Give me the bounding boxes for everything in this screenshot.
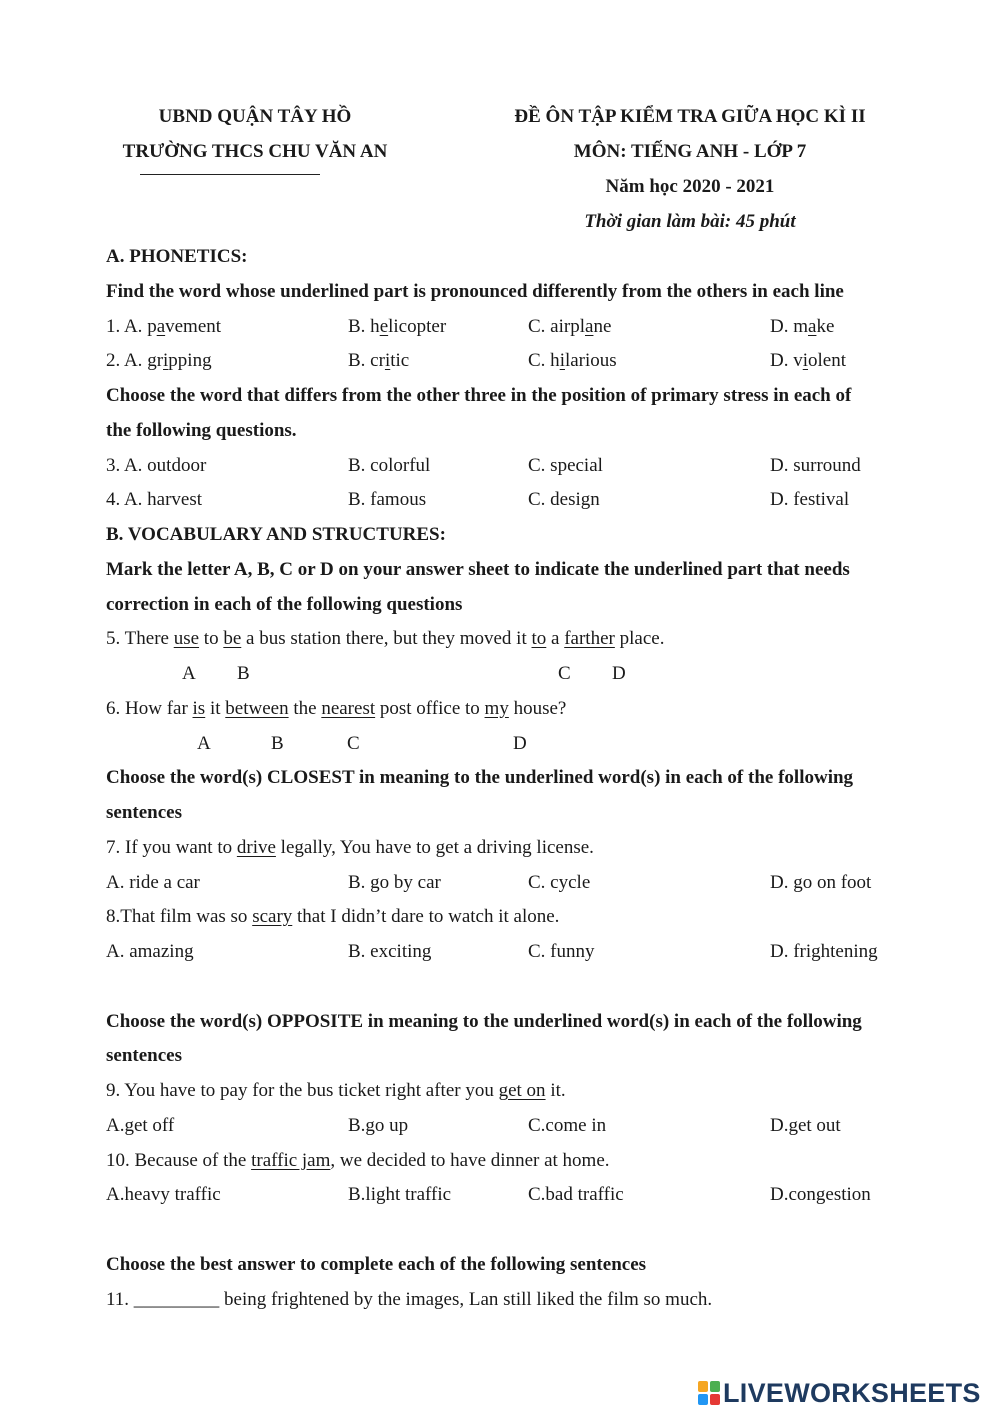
question-8: 8.That film was so scary that I didn’t dare to watch it alone. — [106, 906, 560, 928]
q3-option-d[interactable]: D. surround — [770, 454, 861, 476]
question-1 — [106, 314, 916, 349]
q1-option-c[interactable]: C. airplane — [528, 315, 612, 337]
section-b-instruction-2b: sentences — [106, 802, 182, 823]
section-a-instruction-2b: the following questions. — [106, 419, 297, 441]
q5-part-b[interactable]: be — [223, 628, 242, 650]
q10-option-d[interactable]: D.congestion — [770, 1184, 871, 1206]
q7-underlined: drive — [236, 836, 276, 858]
spacer — [106, 974, 916, 1009]
q3-option-c[interactable]: C. special — [528, 454, 603, 476]
q6-part-a[interactable]: is — [192, 697, 206, 719]
q4-option-b[interactable]: B. famous — [348, 489, 427, 511]
logo-square — [710, 1381, 720, 1392]
question-7: 7. If you want to drive legally, You have to get a driving license. — [106, 836, 594, 858]
q6-part-c[interactable]: nearest — [321, 697, 376, 719]
q2-option-a[interactable]: 2. A. gripping — [106, 350, 212, 372]
q3-option-b[interactable]: B. colorful — [348, 454, 431, 476]
question-5: 5. There use to be a bus station there, but they moved it to a farther place. — [106, 628, 665, 650]
question-6: 6. How far is it between the nearest post office to my house? — [106, 697, 567, 719]
q8-option-d[interactable]: D. frightening — [770, 941, 878, 962]
q6-label-a: A — [197, 732, 211, 754]
q9-option-c[interactable]: C.come in — [528, 1114, 607, 1136]
question-5-labels — [106, 661, 916, 696]
q5-label-a: A — [182, 663, 196, 684]
q8-underlined: scary — [252, 906, 293, 928]
school-header — [100, 104, 410, 174]
q5-label-c: C — [558, 663, 571, 684]
q9-underlined: get on — [498, 1080, 546, 1101]
district-name: UBND QUẬN TÂY HỒ — [158, 106, 352, 127]
q9-option-d[interactable]: D.get out — [770, 1114, 841, 1136]
logo-text: LIVEWORKSHEETS — [723, 1377, 981, 1408]
time-allowed: Thời gian làm bài: 45 phút — [584, 211, 796, 232]
q2-option-d[interactable]: D. violent — [770, 350, 847, 372]
section-b-instruction-3b: sentences — [106, 1045, 182, 1067]
q5-part-d[interactable]: farther — [564, 628, 615, 650]
section-a-title: A. PHONETICS: — [106, 246, 248, 267]
question-9: 9. You have to pay for the bus ticket right after you get on it. — [106, 1080, 566, 1101]
q1-option-a[interactable]: 1. A. pavement — [106, 315, 222, 337]
logo-square — [698, 1394, 708, 1405]
question-7-options — [106, 870, 916, 905]
q10-option-b[interactable]: B.light traffic — [348, 1184, 452, 1206]
q10-underlined: traffic jam — [251, 1149, 331, 1171]
q7-option-a[interactable]: A. ride a car — [106, 871, 200, 893]
q8-option-c[interactable]: C. funny — [528, 941, 595, 962]
question-8-options — [106, 939, 916, 974]
header-divider — [140, 174, 320, 175]
question-10-options — [106, 1182, 916, 1217]
logo-square — [698, 1381, 708, 1392]
q7-option-d[interactable]: D. go on foot — [770, 871, 872, 893]
subject-line: MÔN: TIẾNG ANH - LỚP 7 — [573, 141, 807, 162]
exam-header — [480, 104, 900, 244]
section-a-instruction-2a: Choose the word that differs from the other three in the position of primary stress in each of — [106, 385, 852, 406]
q2-option-b[interactable]: B. critic — [348, 350, 410, 372]
q6-label-d: D — [513, 732, 527, 754]
question-6-labels — [106, 731, 916, 766]
q10-option-a[interactable]: A.heavy traffic — [106, 1184, 221, 1206]
liveworksheets-logo[interactable] — [698, 1378, 981, 1408]
exam-title: ĐỀ ÔN TẬP KIỂM TRA GIỮA HỌC KÌ II — [514, 106, 866, 127]
question-3 — [106, 453, 916, 488]
q1-option-d[interactable]: D. make — [770, 315, 835, 337]
q5-part-c[interactable]: to — [531, 628, 547, 650]
section-b-instruction-1b: correction in each of the following questions — [106, 593, 463, 615]
section-b-instruction-4: Choose the best answer to complete each of the following sentences — [106, 1253, 647, 1275]
liveworksheets-icon — [698, 1381, 720, 1405]
q7-option-c[interactable]: C. cycle — [528, 871, 591, 893]
school-name: TRƯỜNG THCS CHU VĂN AN — [122, 141, 388, 162]
section-b-title: B. VOCABULARY AND STRUCTURES: — [106, 524, 446, 545]
q6-part-b[interactable]: between — [225, 697, 289, 719]
q10-option-c[interactable]: C.bad traffic — [528, 1184, 624, 1206]
spacer — [106, 1217, 916, 1252]
q3-option-a[interactable]: 3. A. outdoor — [106, 454, 207, 476]
question-10: 10. Because of the traffic jam, we decided to have dinner at home. — [106, 1149, 610, 1171]
section-b-instruction-3a: Choose the word(s) OPPOSITE in meaning to the underlined word(s) in each of the following — [106, 1010, 862, 1032]
q4-option-d[interactable]: D. festival — [770, 489, 850, 511]
q4-option-c[interactable]: C. design — [528, 489, 600, 511]
exam-body — [106, 244, 916, 1321]
section-a-instruction-1: Find the word whose underlined part is pronounced differently from the others in each line — [106, 280, 844, 302]
section-b-instruction-2a: Choose the word(s) CLOSEST in meaning to the underlined word(s) in each of the following — [106, 767, 854, 789]
question-2 — [106, 348, 916, 383]
q6-label-c: C — [347, 732, 360, 754]
q5-label-d: D — [612, 663, 626, 684]
q5-label-b: B — [237, 663, 250, 684]
question-4 — [106, 487, 916, 522]
school-year: Năm học 2020 - 2021 — [605, 176, 775, 197]
q7-option-b[interactable]: B. go by car — [348, 871, 441, 893]
q5-part-a[interactable]: use — [173, 628, 200, 650]
q8-option-a[interactable]: A. amazing — [106, 941, 194, 962]
question-9-options — [106, 1113, 916, 1148]
q6-label-b: B — [271, 732, 284, 754]
section-b-instruction-1a: Mark the letter A, B, C or D on your answer sheet to indicate the underlined part that needs — [106, 558, 850, 580]
q2-option-c[interactable]: C. hilarious — [528, 350, 617, 372]
q1-option-b[interactable]: B. helicopter — [348, 315, 447, 337]
q4-option-a[interactable]: 4. A. harvest — [106, 489, 203, 511]
q8-option-b[interactable]: B. exciting — [348, 941, 432, 962]
q6-part-d[interactable]: my — [484, 697, 509, 719]
q9-option-b[interactable]: B.go up — [348, 1114, 409, 1136]
question-11: 11. _________ being frightened by the images, Lan still liked the film so much. — [106, 1288, 713, 1310]
logo-square — [710, 1394, 720, 1405]
q9-option-a[interactable]: A.get off — [106, 1114, 175, 1136]
